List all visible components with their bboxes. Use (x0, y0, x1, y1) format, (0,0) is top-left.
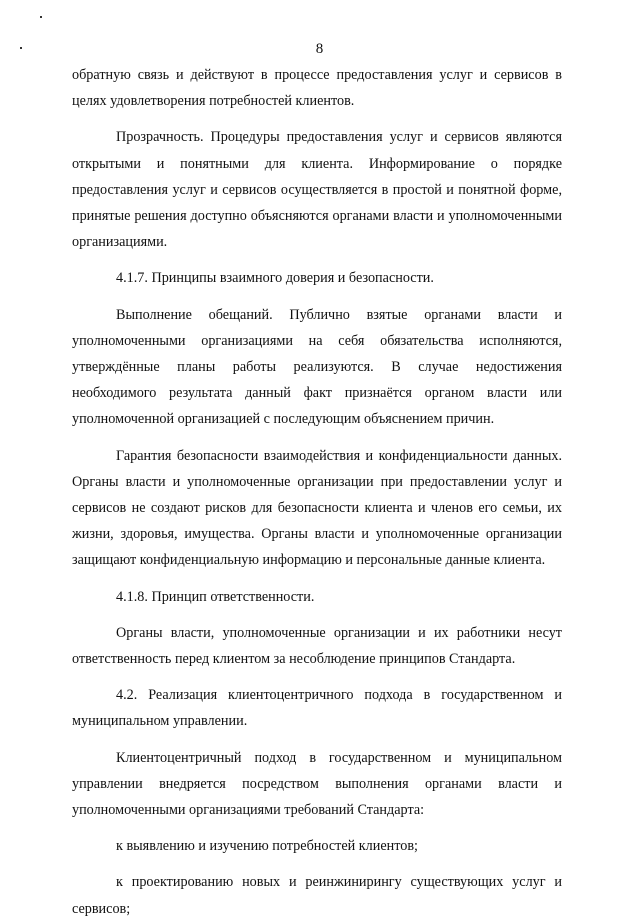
section-heading: 4.2. Реализация клиентоцентричного подхода в государственном и муниципальном управлении. (72, 687, 562, 730)
document-body (72, 62, 562, 922)
section-heading: 4.1.7. Принципы взаимного доверия и безопасности. (116, 270, 434, 287)
paragraph: Гарантия безопасности взаимодействия и конфиденциальности данных. Органы власти и уполномоченные организации при предоставлении услуг и сервисов не создают рисков для безопасности клиента и членов его семьи, их жизни, здоровья, имущества. Органы власти и уполномоченные организации защищают конфиденциальную информацию и персональные данные клиента. (72, 447, 562, 569)
paragraph: Прозрачность. Процедуры предоставления услуг и сервисов являются открытыми и понятными для клиента. Информирование о порядке предоставления услуг и сервисов осуществляется в простой и понятной форме, принятые решения доступно объясняются органами власти и уполномоченными организациями. (72, 129, 562, 251)
paragraph: Выполнение обещаний. Публично взятые органами власти и уполномоченными организациями на себя обязательства исполняются, утверждённые планы работы реализуются. В случае недостижения необходимого результата данный факт признаётся органом власти или уполномоченной организацией с последующим объяснением причин. (72, 306, 562, 428)
list-item: к выявлению и изучению потребностей клиентов; (116, 838, 418, 855)
scan-artifact-dot (40, 16, 42, 18)
paragraph: обратную связь и действуют в процессе предоставления услуг и сервисов в целях удовлетворения потребностей клиентов. (72, 67, 562, 110)
list-item: к проектированию новых и реинжинирингу существующих услуг и сервисов; (72, 874, 562, 917)
paragraph: Клиентоцентричный подход в государственном и муниципальном управлении внедряется посредством выполнения органами власти и уполномоченными организациями требований Стандарта: (72, 749, 562, 819)
section-heading: 4.1.8. Принцип ответственности. (116, 588, 315, 605)
page-number: 8 (315, 41, 324, 57)
paragraph: Органы власти, уполномоченные организации и их работники несут ответственность перед клиентом за несоблюдение принципов Стандарта. (72, 624, 562, 668)
